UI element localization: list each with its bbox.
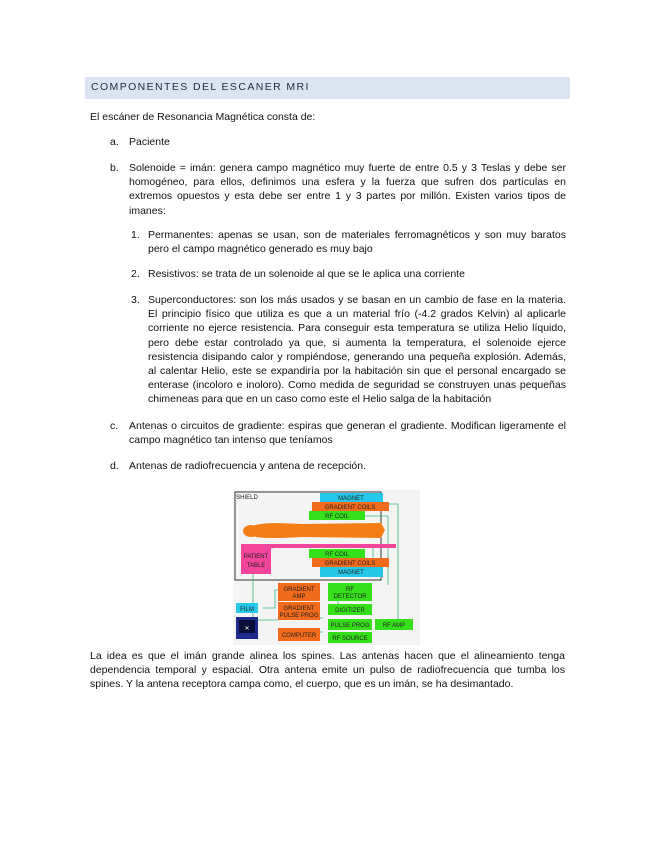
sublist-item-resistive: Resistivos: se trata de un solenoide al que se le aplica una corriente bbox=[148, 268, 465, 280]
section-heading-text: COMPONENTES DEL ESCANER MRI bbox=[91, 81, 310, 93]
list-marker: c. bbox=[110, 420, 119, 432]
monitor-icon: ✕ bbox=[244, 626, 250, 632]
patient-table-bar bbox=[241, 544, 396, 548]
rf-detector-label: RF bbox=[346, 587, 354, 593]
list-item-rf: Antenas de radiofrecuencia y antena de recepción. bbox=[129, 460, 366, 472]
closing-paragraph: La idea es que el imán grande alinea los spines. Las antenas hacen que el alineamiento tenga dependencia temporal y espacial. Otra antena emite un pulso de radiofrecuencia que tumba los spines. Y la antena receptora campa como, el cuerpo, que es un imán, se ha desimantado. bbox=[90, 650, 565, 691]
gradient-pulse-prog-label: PULSE PROG bbox=[279, 613, 319, 619]
pulse-prog-label: PULSE PROG bbox=[330, 623, 370, 629]
gradient-coils-top-label: GRADIENT COILS bbox=[324, 505, 376, 511]
sublist-marker: 2. bbox=[131, 268, 140, 280]
magnet-top-label: MAGNET bbox=[338, 496, 364, 502]
rf-source-label: RF SOURCE bbox=[332, 636, 368, 642]
rf-coil-top-label: RF COIL bbox=[325, 514, 349, 520]
patient-table-block bbox=[241, 548, 271, 574]
gradient-amp-label: GRADIENT bbox=[283, 587, 315, 593]
gradient-amp-label: AMP bbox=[292, 594, 306, 600]
section-heading bbox=[85, 77, 570, 99]
rf-detector-label: DETECTOR bbox=[333, 594, 367, 600]
shield-label: SHIELD bbox=[236, 495, 258, 501]
list-item-patient: Paciente bbox=[129, 136, 170, 148]
rf-coil-bottom-label: RF COIL bbox=[325, 552, 349, 558]
gradient-coils-bottom-label: GRADIENT COILS bbox=[324, 561, 376, 567]
sublist-marker: 3. bbox=[131, 294, 140, 306]
list-marker: d. bbox=[110, 460, 119, 472]
digitizer-label: DIGITIZER bbox=[335, 608, 365, 614]
sublist-marker: 1. bbox=[131, 229, 140, 241]
computer-label: COMPUTER bbox=[281, 633, 317, 639]
patient-head bbox=[243, 525, 259, 537]
patient-body bbox=[247, 523, 385, 538]
list-item-gradient: Antenas o circuitos de gradiente: espiras que generan el gradiente. Modifican ligeramente el campo magnético tan intenso que teníamos bbox=[129, 420, 566, 447]
list-marker: a. bbox=[110, 136, 119, 148]
sublist-item-superconductor: Superconductores: son los más usados y se basan en un cambio de fase en la materia. El principio físico que utiliza es que a un material frío (-4.2 grados Kelvin) al aplicarle corriente no ejerce resistencia. Para conseguir esta temperatura se utiliza Helio líquido, pero debe estar controlado ya que, si aumenta la temperatura, el solenoide ejerce resistencia disipando calor y rompiéndose, generando una pequeña explosión. Además, al calentar Helio, este se expandiría por la habitación sin que el personal encargado se enterase (incoloro e inoloro). Como medida de seguridad se construyen unas pequeñas chimeneas para que en un caso como este el Helio salga de la habitación bbox=[148, 294, 566, 406]
list-item-solenoid: Solenoide = imán: genera campo magnético muy fuerte de entre 0.5 y 3 Teslas y debe ser homogéneo, para ellos, definimos una esfera y la fuerza que sufren dos partículas en extremos opuestos y esta debe ser entre 1 y 3 partes por millón. Existen varios tipos de imanes: bbox=[129, 162, 566, 217]
gradient-pulse-prog-label: GRADIENT bbox=[283, 606, 315, 612]
list-marker: b. bbox=[110, 162, 119, 174]
patient-table-label: PATIENT bbox=[243, 554, 269, 560]
film-label: FILM bbox=[240, 607, 254, 613]
mri-diagram bbox=[233, 490, 420, 645]
patient-table-label: TABLE bbox=[246, 563, 266, 569]
sublist-item-permanent: Permanentes: apenas se usan, son de materiales ferromagnéticos y son muy baratos pero el campo magnético generado es muy bajo bbox=[148, 229, 566, 256]
rf-amp-label: RF AMP bbox=[382, 623, 406, 629]
magnet-bottom-label: MAGNET bbox=[338, 570, 364, 576]
intro-text: El escáner de Resonancia Magnética consta de: bbox=[90, 111, 316, 123]
